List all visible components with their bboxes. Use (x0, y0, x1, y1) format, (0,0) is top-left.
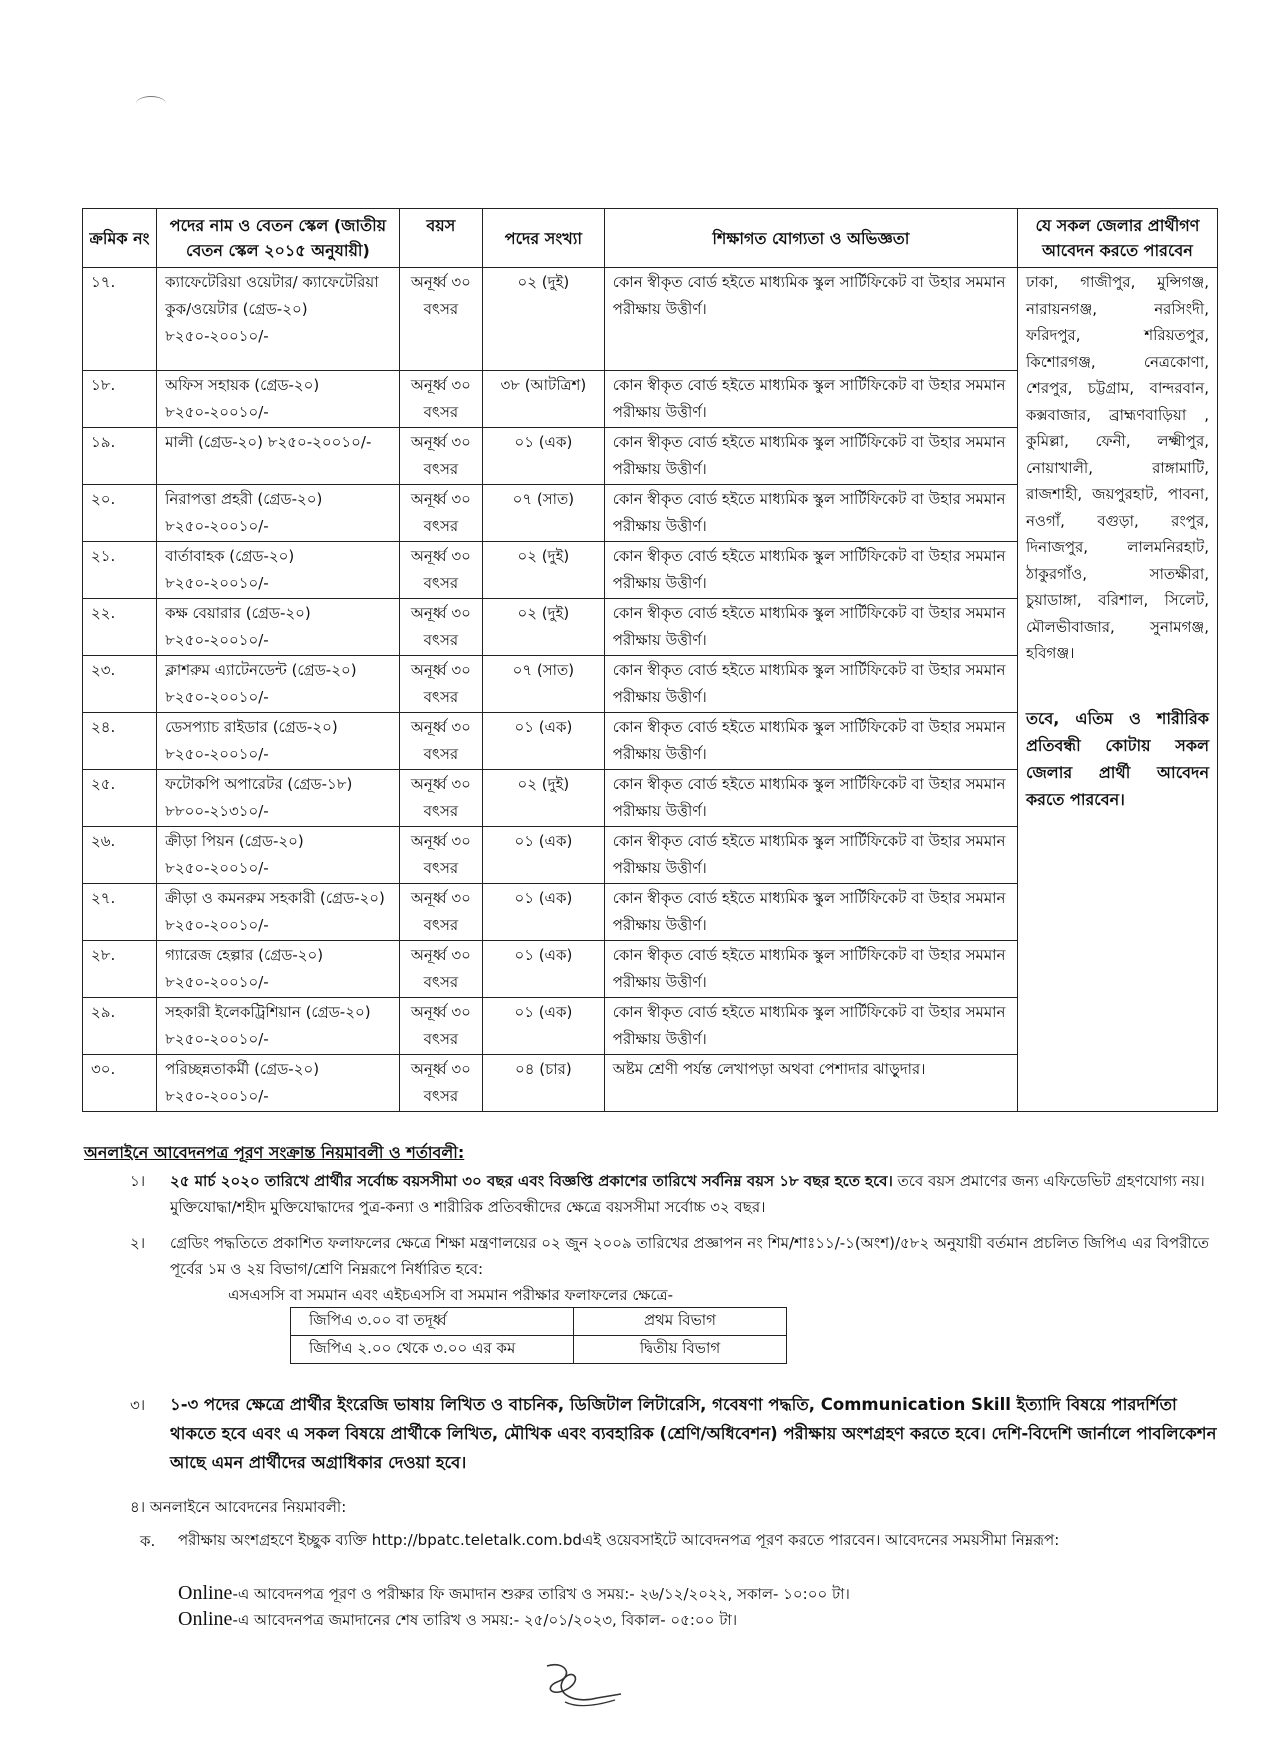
qualification-cell: কোন স্বীকৃত বোর্ড হইতে মাধ্যমিক স্কুল সার্টিফিকেট বা উহার সমমান পরীক্ষায় উত্তীর্ণ। (604, 884, 1017, 941)
post-name-cell: কক্ষ বেয়ারার (গ্রেড-২০) ৮২৫০-২০০১০/- (157, 599, 400, 656)
post-name-cell: পরিচ্ছন্নতাকর্মী (গ্রেড-২০) ৮২৫০-২০০১০/- (157, 1055, 400, 1112)
qualification-cell: কোন স্বীকৃত বোর্ড হইতে মাধ্যমিক স্কুল সার্টিফিকেট বা উহার সমমান পরীক্ষায় উত্তীর্ণ। (604, 713, 1017, 770)
signature-mark (535, 1658, 625, 1713)
post-count-cell: ০১ (এক) (482, 998, 604, 1055)
grade-row (291, 1308, 787, 1336)
posts-table (82, 208, 1218, 1112)
table-row (83, 268, 1218, 371)
post-name-cell: ক্রীড়া ও কমনরুম সহকারী (গ্রেড-২০) ৮২৫০-২০০১০/- (157, 884, 400, 941)
online-start-text: -এ আবেদনপত্র পূরণ ও পরীক্ষার ফি জমাদান শুরুর তারিখ ও সময়:- ২৬/১২/২০২২, সকাল- ১০:০০ টা। (232, 1585, 850, 1603)
age-cell: অনূর্ধ্ব ৩০ বৎসর (399, 268, 482, 371)
rule-4a-number: ক. (140, 1532, 156, 1550)
grade-gpa: জিপিএ ৩.০০ বা তদূর্ধ্ব (291, 1308, 574, 1336)
header-districts: যে সকল জেলার প্রার্থীগণ আবেদন করতে পারবেন (1017, 209, 1217, 268)
qualification-cell: কোন স্বীকৃত বোর্ড হইতে মাধ্যমিক স্কুল সার্টিফিকেট বা উহার সমমান পরীক্ষায় উত্তীর্ণ। (604, 599, 1017, 656)
rule-2-number: ২। (130, 1234, 146, 1252)
age-cell: অনূর্ধ্ব ৩০ বৎসর (399, 713, 482, 770)
age-cell: অনূর্ধ্ব ৩০ বৎসর (399, 770, 482, 827)
online-end-text: -এ আবেদনপত্র জমাদানের শেষ তারিখ ও সময়:- ২৫/০১/২০২৩, বিকাল- ০৫:০০ টা। (232, 1611, 738, 1629)
post-name-cell: বার্তাবাহক (গ্রেড-২০) ৮২৫০-২০০১০/- (157, 542, 400, 599)
post-name-cell: ফটোকপি অপারেটর (গ্রেড-১৮) ৮৮০০-২১৩১০/- (157, 770, 400, 827)
rule-2-text: গ্রেডিং পদ্ধতিতে প্রকাশিত ফলাফলের ক্ষেত্রে শিক্ষা মন্ত্রণালয়ের ০২ জুন ২০০৯ তারিখের প্রজ্ঞাপন নং শিম/শাঃ১১/-১(অংশ)/৫৮২ অনুযায়ী বর্তমান প্রচলিত জিপিএ এর বিপরীতে পূর্বের ১ম ও ২য় বিভাগ/শ্রেণি নিম্নরূপে নির্ধারিত হবে: (170, 1234, 1210, 1278)
qualification-cell: কোন স্বীকৃত বোর্ড হইতে মাধ্যমিক স্কুল সার্টিফিকেট বা উহার সমমান পরীক্ষায় উত্তীর্ণ। (604, 770, 1017, 827)
post-count-cell: ০১ (এক) (482, 827, 604, 884)
age-cell: অনূর্ধ্ব ৩০ বৎসর (399, 1055, 482, 1112)
post-count-cell: ০২ (দুই) (482, 542, 604, 599)
serial-cell: ২৯. (83, 998, 157, 1055)
post-name-cell: নিরাপত্তা প্রহরী (গ্রেড-২০) ৮২৫০-২০০১০/- (157, 485, 400, 542)
age-cell: অনূর্ধ্ব ৩০ বৎসর (399, 485, 482, 542)
rule-3-number: ৩। (130, 1396, 146, 1414)
online-start-line (178, 1580, 850, 1607)
age-cell: অনূর্ধ্ব ৩০ বৎসর (399, 884, 482, 941)
post-name-cell: ক্রীড়া পিয়ন (গ্রেড-২০) ৮২৫০-২০০১০/- (157, 827, 400, 884)
qualification-cell: অষ্টম শ্রেণী পর্যন্ত লেখাপড়া অথবা পেশাদার ঝাড়ুদার। (604, 1055, 1017, 1112)
post-count-cell: ০১ (এক) (482, 941, 604, 998)
qualification-cell: কোন স্বীকৃত বোর্ড হইতে মাধ্যমিক স্কুল সার্টিফিকেট বা উহার সমমান পরীক্ষায় উত্তীর্ণ। (604, 827, 1017, 884)
serial-cell: ২০. (83, 485, 157, 542)
qualification-cell: কোন স্বীকৃত বোর্ড হইতে মাধ্যমিক স্কুল সার্টিফিকেট বা উহার সমমান পরীক্ষায় উত্তীর্ণ। (604, 485, 1017, 542)
grade-gpa: জিপিএ ২.০০ থেকে ৩.০০ এর কম (291, 1336, 574, 1364)
post-count-cell: ০২ (দুই) (482, 268, 604, 371)
districts-note: তবে, এতিম ও শারীরিক প্রতিবন্ধী কোটায় সকল জেলার প্রার্থী আবেদন করতে পারবেন। (1025, 708, 1209, 809)
post-count-cell: ০৪ (চার) (482, 1055, 604, 1112)
serial-cell: ২৪. (83, 713, 157, 770)
table-body (83, 268, 1218, 1112)
rule-4a-text: পরীক্ষায় অংশগ্রহণে ইচ্ছুক ব্যক্তি http://bpatc.teletalk.com.bdএই ওয়েবসাইটে আবেদনপত্র পূরণ করতে পারবেন। আবেদনের সময়সীমা নিম্নরূপ: (178, 1531, 1060, 1549)
rule-1 (170, 1168, 1218, 1220)
post-count-cell: ০২ (দুই) (482, 599, 604, 656)
post-name-cell: অফিস সহায়ক (গ্রেড-২০) ৮২৫০-২০০১০/- (157, 371, 400, 428)
qualification-cell: কোন স্বীকৃত বোর্ড হইতে মাধ্যমিক স্কুল সার্টিফিকেট বা উহার সমমান পরীক্ষায় উত্তীর্ণ। (604, 656, 1017, 713)
serial-cell: ১৮. (83, 371, 157, 428)
table-header-row (83, 209, 1218, 268)
rule-1-rest: তবে বয়স প্রমাণের জন্য এফিডেভিট গ্রহণযোগ্য নয়। মুক্তিযোদ্ধা/শহীদ মুক্তিযোদ্ধাদের পুত্র-কন্যা ও শারীরিক প্রতিবন্ধীদের ক্ষেত্রে বয়সসীমা সর্বোচ্চ ৩২ বছর। (170, 1172, 1205, 1216)
post-count-cell: ০১ (এক) (482, 884, 604, 941)
serial-cell: ১৯. (83, 428, 157, 485)
post-count-cell: ০১ (এক) (482, 713, 604, 770)
post-count-cell: ০৭ (সাত) (482, 485, 604, 542)
online-label: Online (178, 1608, 233, 1630)
serial-cell: ২৬. (83, 827, 157, 884)
serial-cell: ২৩. (83, 656, 157, 713)
age-cell: অনূর্ধ্ব ৩০ বৎসর (399, 428, 482, 485)
age-cell: অনূর্ধ্ব ৩০ বৎসর (399, 371, 482, 428)
grade-division: দ্বিতীয় বিভাগ (574, 1336, 787, 1364)
qualification-cell: কোন স্বীকৃত বোর্ড হইতে মাধ্যমিক স্কুল সার্টিফিকেট বা উহার সমমান পরীক্ষায় উত্তীর্ণ। (604, 542, 1017, 599)
qualification-cell: কোন স্বীকৃত বোর্ড হইতে মাধ্যমিক স্কুল সার্টিফিকেট বা উহার সমমান পরীক্ষায় উত্তীর্ণ। (604, 941, 1017, 998)
age-cell: অনূর্ধ্ব ৩০ বৎসর (399, 599, 482, 656)
qualification-cell: কোন স্বীকৃত বোর্ড হইতে মাধ্যমিক স্কুল সার্টিফিকেট বা উহার সমমান পরীক্ষায় উত্তীর্ণ। (604, 428, 1017, 485)
rule-3-text: ১-৩ পদের ক্ষেত্রে প্রার্থীর ইংরেজি ভাষায় লিখিত ও বাচনিক, ডিজিটাল লিটারেসি, গবেষণা পদ্ধতি, Communication Skill ইত্যাদি বিষয়ে পারদর্শিতা থাকতে হবে এবং এ সকল বিষয়ে প্রার্থীকে লিখিত, মৌখিক এবং ব্যবহারিক (শ্রেণি/অধিবেশন) পরীক্ষায় অংশগ্রহণ করতে হবে। দেশি-বিদেশি জার্নালে পাবলিকেশন আছে এমন প্রার্থীদের অগ্রাধিকার দেওয়া হবে। (170, 1395, 1217, 1472)
online-label: Online (178, 1582, 233, 1604)
serial-cell: ২৮. (83, 941, 157, 998)
rule-1-number: ১। (130, 1172, 146, 1190)
serial-cell: ৩০. (83, 1055, 157, 1112)
post-count-cell: ৩৮ (আটত্রিশ) (482, 371, 604, 428)
post-count-cell: ০২ (দুই) (482, 770, 604, 827)
grade-division: প্রথম বিভাগ (574, 1308, 787, 1336)
age-cell: অনূর্ধ্ব ৩০ বৎসর (399, 827, 482, 884)
age-cell: অনূর্ধ্ব ৩০ বৎসর (399, 656, 482, 713)
header-post-count: পদের সংখ্যা (482, 209, 604, 268)
grade-row (291, 1336, 787, 1364)
post-count-cell: ০৭ (সাত) (482, 656, 604, 713)
districts-cell (1017, 268, 1217, 1112)
serial-cell: ২২. (83, 599, 157, 656)
post-name-cell: মালী (গ্রেড-২০) ৮২৫০-২০০১০/- (157, 428, 400, 485)
serial-cell: ২১. (83, 542, 157, 599)
age-cell: অনূর্ধ্ব ৩০ বৎসর (399, 941, 482, 998)
qualification-cell: কোন স্বীকৃত বোর্ড হইতে মাধ্যমিক স্কুল সার্টিফিকেট বা উহার সমমান পরীক্ষায় উত্তীর্ণ। (604, 268, 1017, 371)
scan-mark (136, 96, 166, 111)
post-count-cell: ০১ (এক) (482, 428, 604, 485)
grade-table (290, 1307, 787, 1364)
header-serial: ক্রমিক নং (83, 209, 157, 268)
age-cell: অনূর্ধ্ব ৩০ বৎসর (399, 542, 482, 599)
post-name-cell: ডেসপ্যাচ রাইডার (গ্রেড-২০) ৮২৫০-২০০১০/- (157, 713, 400, 770)
age-cell: অনূর্ধ্ব ৩০ বৎসর (399, 998, 482, 1055)
qualification-cell: কোন স্বীকৃত বোর্ড হইতে মাধ্যমিক স্কুল সার্টিফিকেট বা উহার সমমান পরীক্ষায় উত্তীর্ণ। (604, 371, 1017, 428)
post-name-cell: গ্যারেজ হেল্পার (গ্রেড-২০) ৮২৫০-২০০১০/- (157, 941, 400, 998)
serial-cell: ২৭. (83, 884, 157, 941)
districts-list: ঢাকা, গাজীপুর, মুন্সিগঞ্জ, নারায়নগঞ্জ, নরসিংদী, ফরিদপুর, শরিয়তপুর, কিশোরগঞ্জ, নেত্রকোণা, শেরপুর, চট্টগ্রাম, বান্দরবান, কক্সবাজার, ব্রাহ্মণবাড়িয়া , কুমিল্লা, ফেনী, লক্ষ্মীপুর, নোয়াখালী, রাঙ্গামাটি, রাজশাহী, জয়পুরহাট, পাবনা, নওগাঁ, বগুড়া, রংপুর, দিনাজপুর, লালমনিরহাট, ঠাকুরগাঁও, সাতক্ষীরা, চুয়াডাঙ্গা, বরিশাল, সিলেট, মৌলভীবাজার, সুনামগঞ্জ, হবিগঞ্জ। (1025, 273, 1209, 662)
rule-2-subtext: এসএসসি বা সমমান এবং এইচএসসি বা সমমান পরীক্ষার ফলাফলের ক্ষেত্রে- (228, 1286, 674, 1304)
rules-heading: অনলাইনে আবেদনপত্র পূরণ সংক্রান্ত নিয়মাবলী ও শর্তাবলী: (84, 1143, 465, 1162)
header-age: বয়স (399, 209, 482, 268)
serial-cell: ১৭. (83, 268, 157, 371)
online-end-line (178, 1606, 737, 1633)
post-name-cell: ক্যাফেটেরিয়া ওয়েটার/ ক্যাফেটেরিয়া কুক/ওয়েটার (গ্রেড-২০) ৮২৫০-২০০১০/- (157, 268, 400, 371)
header-qualification: শিক্ষাগত যোগ্যতা ও অভিজ্ঞতা (604, 209, 1017, 268)
header-post-name: পদের নাম ও বেতন স্কেল (জাতীয় বেতন স্কেল ২০১৫ অনুযায়ী) (157, 209, 400, 268)
rule-4-heading: ৪। অনলাইনে আবেদনের নিয়মাবলী: (130, 1498, 347, 1516)
serial-cell: ২৫. (83, 770, 157, 827)
qualification-cell: কোন স্বীকৃত বোর্ড হইতে মাধ্যমিক স্কুল সার্টিফিকেট বা উহার সমমান পরীক্ষায় উত্তীর্ণ। (604, 998, 1017, 1055)
post-name-cell: ক্লাশরুম এ্যাটেনডেন্ট (গ্রেড-২০) ৮২৫০-২০০১০/- (157, 656, 400, 713)
post-name-cell: সহকারী ইলেকট্রিশিয়ান (গ্রেড-২০) ৮২৫০-২০০১০/- (157, 998, 400, 1055)
rule-1-bold: ২৫ মার্চ ২০২০ তারিখে প্রার্থীর সর্বোচ্চ বয়সসীমা ৩০ বছর এবং বিজ্ঞপ্তি প্রকাশের তারিখে সর্বনিম্ন বয়স ১৮ বছর হতে হবে। (170, 1172, 893, 1190)
